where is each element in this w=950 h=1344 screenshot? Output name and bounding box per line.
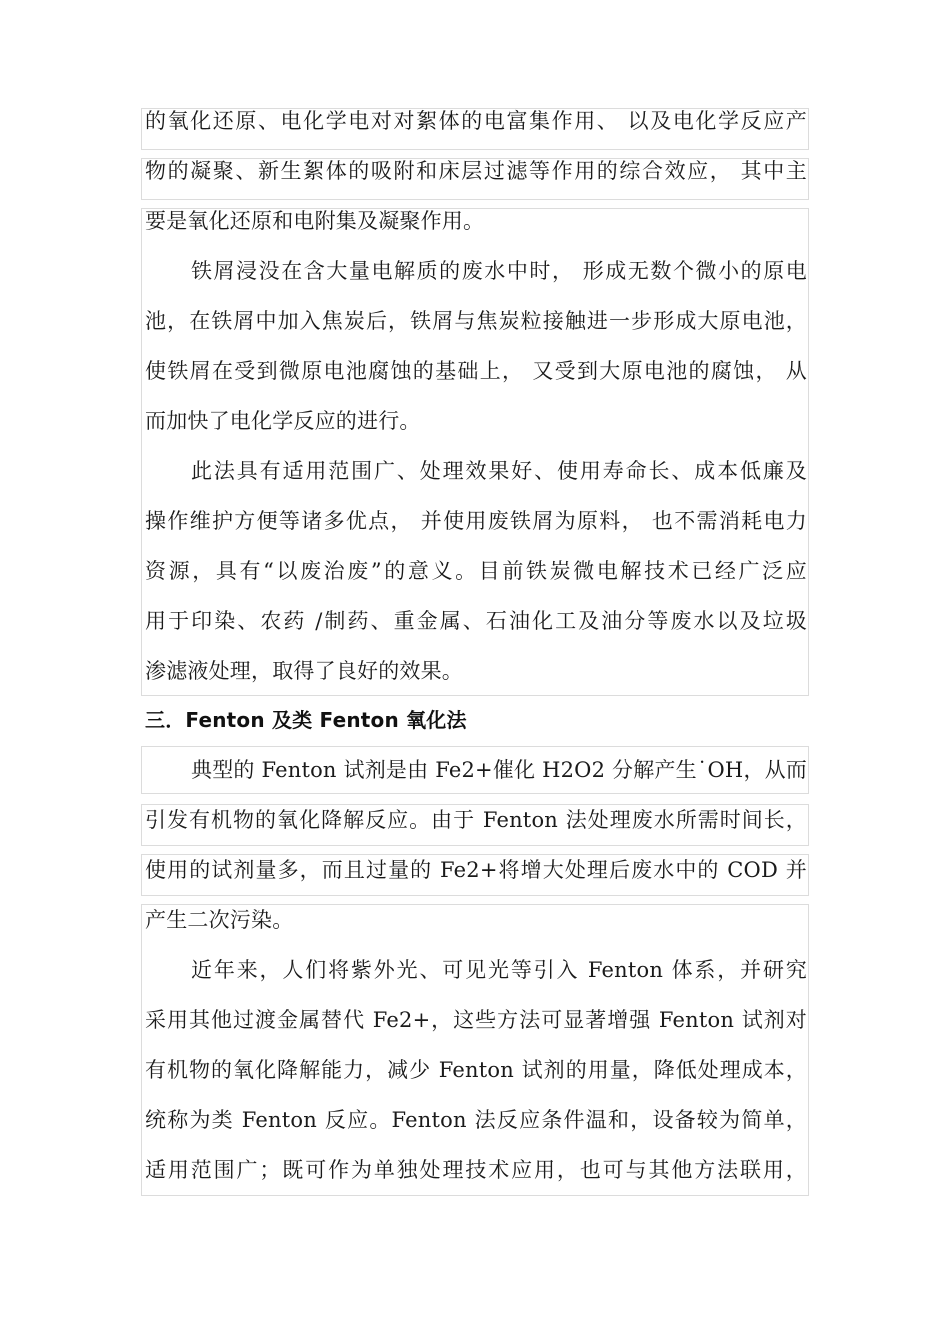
paragraph-3-line-2: 操作维护方便等诸多优点， 并使用废铁屑为原料， 也不需消耗电力 xyxy=(145,509,807,533)
paragraph-3-line-5: 渗滤液处理，取得了良好的效果。 xyxy=(145,659,463,683)
paragraph-3-line-4: 用于印染、农药 /制药、重金属、石油化工及油分等废水以及垃圾 xyxy=(145,609,807,633)
paragraph-2-line-2: 池，在铁屑中加入焦炭后，铁屑与焦炭粒接触进一步形成大原电池， xyxy=(145,309,807,333)
paragraph-4-line-1: 典型的 Fenton 试剂是由 Fe2+催化 H2O2 分解产生˙OH，从而 xyxy=(191,758,807,782)
paragraph-2-line-4: 而加快了电化学反应的进行。 xyxy=(145,409,421,433)
paragraph-5-line-3: 有机物的氧化降解能力，减少 Fenton 试剂的用量，降低处理成本， xyxy=(145,1058,807,1082)
paragraph-4-line-3: 使用的试剂量多，而且过量的 Fe2+将增大处理后废水中的 COD 并 xyxy=(145,858,807,882)
paragraph-2-line-3: 使铁屑在受到微原电池腐蚀的基础上， 又受到大原电池的腐蚀， 从 xyxy=(145,359,807,383)
paragraph-5-line-5: 适用范围广；既可作为单独处理技术应用，也可与其他方法联用， xyxy=(145,1158,807,1182)
paragraph-3-line-1: 此法具有适用范围广、处理效果好、使用寿命长、成本低廉及 xyxy=(191,459,807,483)
paragraph-1-line-3: 要是氧化还原和电附集及凝聚作用。 xyxy=(145,209,485,233)
paragraph-5-line-2: 采用其他过渡金属替代 Fe2+，这些方法可显著增强 Fenton 试剂对 xyxy=(145,1008,807,1032)
section-heading: 三．Fenton 及类 Fenton 氧化法 xyxy=(145,708,467,732)
paragraph-1-line-2: 物的凝聚、新生絮体的吸附和床层过滤等作用的综合效应， 其中主 xyxy=(145,159,807,183)
paragraph-1-line-1: 的氧化还原、电化学电对对絮体的电富集作用、 以及电化学反应产 xyxy=(145,109,807,133)
paragraph-4-line-2: 引发有机物的氧化降解反应。由于 Fenton 法处理废水所需时间长， xyxy=(145,808,807,832)
paragraph-4-line-4: 产生二次污染。 xyxy=(145,908,294,932)
paragraph-5-line-1: 近年来，人们将紫外光、可见光等引入 Fenton 体系，并研究 xyxy=(191,958,807,982)
paragraph-5-line-4: 统称为类 Fenton 反应。Fenton 法反应条件温和，设备较为简单， xyxy=(145,1108,807,1132)
paragraph-3-line-3: 资源，具有“以废治废”的意义。目前铁炭微电解技术已经广泛应 xyxy=(145,559,807,583)
paragraph-2-line-1: 铁屑浸没在含大量电解质的废水中时， 形成无数个微小的原电 xyxy=(191,259,807,283)
